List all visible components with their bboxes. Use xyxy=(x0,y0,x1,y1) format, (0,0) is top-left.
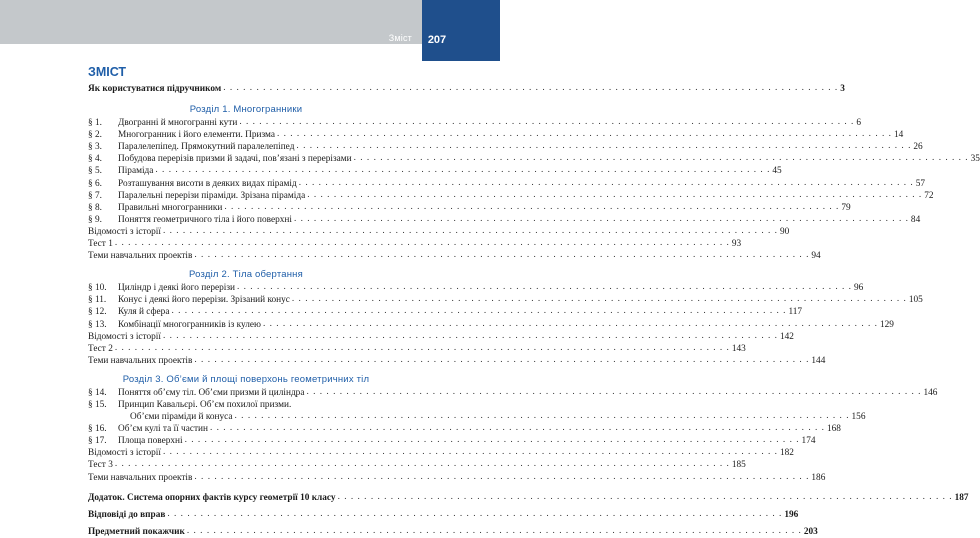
dot-leader xyxy=(306,386,921,398)
entry-text: Відомості з історії xyxy=(88,331,161,342)
entry-text: Об’єм кулі та її частин xyxy=(118,424,208,435)
dot-leader xyxy=(235,410,850,422)
entry-text: Відомості з історії xyxy=(88,448,161,459)
entry-text: Паралелепіпед. Прямокутний паралелепіпед xyxy=(118,142,295,153)
entry-text: Принцип Кавальєрі. Об’єм похилої призми. xyxy=(118,399,292,410)
entry-page: 35 xyxy=(970,154,980,165)
entry-page: 187 xyxy=(954,492,969,503)
entry-text: Піраміда xyxy=(118,166,154,177)
entry-page: 45 xyxy=(772,166,782,177)
toc-entry-appendix[interactable] xyxy=(88,492,969,504)
entry-text: Теми навчальних проектів xyxy=(88,355,193,366)
header-bar xyxy=(0,0,422,44)
dot-leader xyxy=(296,140,911,152)
entry-number: § 8. xyxy=(88,202,102,213)
entry-number: § 10. xyxy=(88,283,107,294)
entry-number: § 5. xyxy=(88,166,102,177)
entry-page: 174 xyxy=(801,436,816,447)
entry-text: Тест 2 xyxy=(88,343,113,354)
entry-page: 57 xyxy=(915,178,926,189)
entry-text: Як користуватися підручником xyxy=(88,84,222,94)
entry-text: Тест 3 xyxy=(88,460,113,471)
entry-page: 168 xyxy=(826,424,841,435)
entry-text: Розташування висоти в деяких видах пірамід xyxy=(118,178,297,189)
toc-entry-extra[interactable] xyxy=(88,472,826,484)
entry-text: Додаток. Система опорних фактів курсу геометрії 10 класу xyxy=(88,492,336,503)
entry-text: Куля й сфера xyxy=(118,307,170,318)
toc-entry-answers[interactable] xyxy=(88,509,799,521)
entry-page: 144 xyxy=(811,355,826,366)
entry-page: 129 xyxy=(879,319,894,330)
entry-text: Побудова перерізів призми й задачі, пов’язані з перерізами xyxy=(118,154,352,165)
entry-number: § 15. xyxy=(88,399,107,410)
entry-text: Поняття геометричного тіла і його поверхні xyxy=(118,214,292,225)
dot-leader xyxy=(224,201,839,213)
entry-number: § 12. xyxy=(88,307,107,318)
dot-leader xyxy=(155,164,770,176)
dot-leader xyxy=(187,525,802,537)
toc-entry-intro[interactable] xyxy=(88,83,845,95)
entry-page: 14 xyxy=(893,130,904,141)
dot-leader xyxy=(163,446,778,458)
dot-leader xyxy=(292,293,907,305)
entry-text: Відповіді до вправ xyxy=(88,509,166,520)
entry-page: 203 xyxy=(803,526,818,537)
toc-entry-index[interactable] xyxy=(88,526,818,538)
entry-text: Комбінації многогранників із кулею xyxy=(118,319,261,330)
entry-number: § 14. xyxy=(88,387,107,398)
entry-page: 3 xyxy=(840,84,845,94)
entry-number: § 4. xyxy=(88,154,102,165)
entry-page: 96 xyxy=(853,283,864,294)
page-number: 207 xyxy=(427,34,447,46)
running-header-title: Зміст xyxy=(388,33,412,43)
entry-text: Відомості з історії xyxy=(88,226,161,237)
entry-text: Многогранник і його елементи. Призма xyxy=(118,130,275,141)
entry-number: § 11. xyxy=(88,295,107,306)
dot-leader xyxy=(239,116,854,128)
entry-text: Теми навчальних проектів xyxy=(88,251,193,262)
dot-leader xyxy=(115,458,730,470)
entry-number: § 1. xyxy=(88,118,102,129)
entry-text: Предметний покажчик xyxy=(88,526,185,537)
entry-text-continuation: Об’єми піраміди й конуса xyxy=(130,412,233,423)
toc-entry-extra[interactable] xyxy=(88,250,821,262)
entry-number: § 3. xyxy=(88,142,102,153)
toc-entry-extra[interactable] xyxy=(88,355,826,367)
entry-text: Правильні многогранники xyxy=(118,202,223,213)
entry-text: Двогранні й многогранні кути xyxy=(118,118,238,129)
entry-text: Площа поверхні xyxy=(118,436,183,447)
dot-leader xyxy=(354,152,969,164)
entry-number: § 7. xyxy=(88,190,102,201)
dot-leader xyxy=(223,82,838,94)
section-title: Розділ 2. Тіла обертання xyxy=(189,269,303,281)
entry-text: Теми навчальних проектів xyxy=(88,472,193,483)
dot-leader xyxy=(299,177,914,189)
entry-page: 94 xyxy=(811,251,821,262)
dot-leader xyxy=(294,213,909,225)
entry-text: Паралельні перерізи піраміди. Зрізана піраміда xyxy=(118,190,306,201)
entry-page: 6 xyxy=(856,118,861,129)
dot-leader xyxy=(185,434,800,446)
entry-page: 186 xyxy=(811,472,826,483)
dot-leader xyxy=(163,225,778,237)
entry-number: § 9. xyxy=(88,214,102,225)
toc-body xyxy=(88,83,980,538)
entry-page: 117 xyxy=(788,307,803,318)
toc-entry[interactable] xyxy=(88,387,938,399)
dot-leader xyxy=(210,422,825,434)
entry-text: Конус і деякі його перерізи. Зрізаний конус xyxy=(118,295,290,306)
dot-leader xyxy=(115,342,730,354)
entry-page: 143 xyxy=(731,343,746,354)
dot-leader xyxy=(237,281,852,293)
entry-number: § 16. xyxy=(88,424,107,435)
dot-leader xyxy=(263,318,878,330)
entry-page: 196 xyxy=(784,509,799,520)
entry-number: § 6. xyxy=(88,178,102,189)
dot-leader xyxy=(171,305,786,317)
entry-page: 90 xyxy=(779,226,790,237)
entry-page: 146 xyxy=(923,387,938,398)
entry-page: 72 xyxy=(924,190,934,201)
entry-page: 182 xyxy=(779,448,794,459)
dot-leader xyxy=(194,354,809,366)
toc-heading: ЗМІСТ xyxy=(88,65,127,79)
entry-number: § 2. xyxy=(88,130,102,141)
entry-page: 26 xyxy=(913,142,923,153)
dot-leader xyxy=(277,128,892,140)
entry-text: Циліндр і деякі його перерізи xyxy=(118,283,235,294)
entry-page: 93 xyxy=(731,239,742,250)
entry-text: Тест 1 xyxy=(88,239,113,250)
entry-number: § 13. xyxy=(88,319,107,330)
section-title: Розділ 3. Об’єми й площі поверхонь геометричних тіл xyxy=(122,373,370,385)
dot-leader xyxy=(163,330,778,342)
entry-page: 142 xyxy=(779,331,794,342)
dot-leader xyxy=(194,471,809,483)
page-number-tab xyxy=(422,0,500,61)
entry-page: 79 xyxy=(841,202,851,213)
entry-text: Поняття об’єму тіл. Об’єми призми й циліндра xyxy=(118,387,305,398)
entry-page: 185 xyxy=(731,460,746,471)
entry-page: 84 xyxy=(910,214,921,225)
entry-number: § 17. xyxy=(88,436,107,447)
entry-page: 105 xyxy=(908,295,923,306)
dot-leader xyxy=(307,189,922,201)
dot-leader xyxy=(167,508,782,520)
dot-leader xyxy=(194,249,809,261)
section-title: Розділ 1. Многогранники xyxy=(189,104,303,116)
dot-leader xyxy=(115,237,730,249)
dot-leader xyxy=(338,491,953,503)
entry-page: 156 xyxy=(851,412,866,423)
